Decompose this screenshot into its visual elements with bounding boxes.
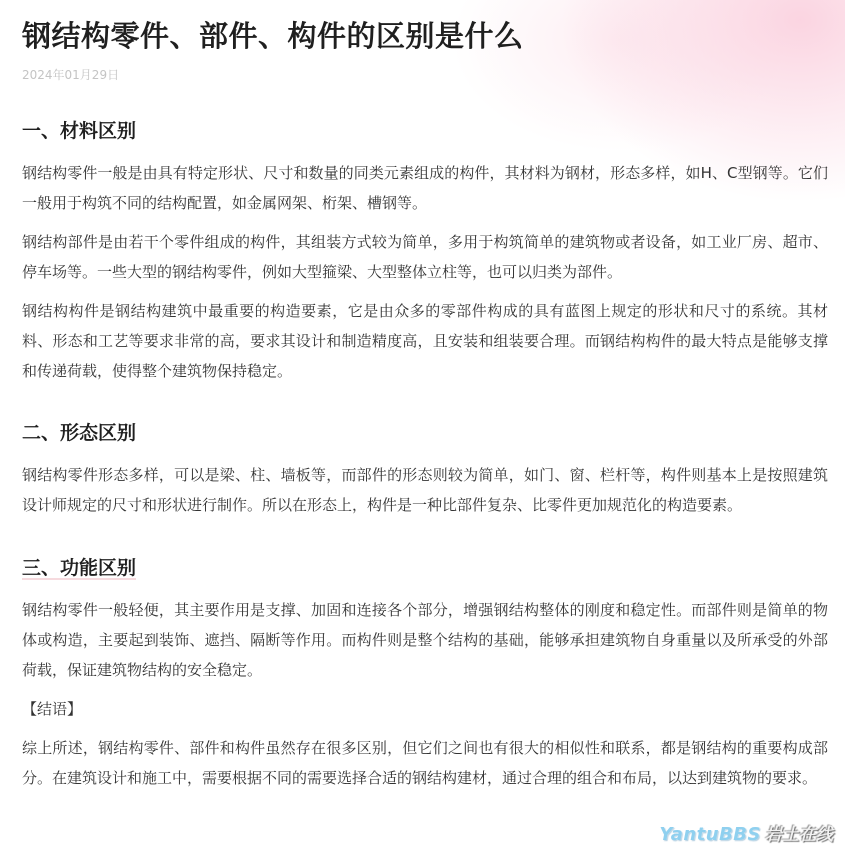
article <box>22 0 828 793</box>
section-heading-materials: 一、材料区别 <box>22 120 137 142</box>
paragraph: 钢结构零件一般轻便，其主要作用是支撑、加固和连接各个部分，增强钢结构整体的刚度和稳定性。而部件则是简单的物体或构造，主要起到装饰、遮挡、隔断等作用。而构件则是整个结构的基础，能够承担建筑物自身重量以及所承受的外部荷载，保证建筑物结构的安全稳定。 <box>22 601 828 679</box>
article-title: 钢结构零件、部件、构件的区别是什么 <box>22 19 524 53</box>
section-heading-function <box>22 554 828 582</box>
paragraph: 钢结构零件形态多样，可以是梁、柱、墙板等，而部件的形态则较为简单，如门、窗、栏杆等，构件则基本上是按照建筑设计师规定的尺寸和形状进行制作。所以在形态上，构件是一种比部件复杂、比零件更加规范化的构造要素。 <box>22 466 828 514</box>
site-watermark <box>659 820 833 845</box>
paragraph: 钢结构零件一般是由具有特定形状、尺寸和数量的同类元素组成的构件，其材料为钢材，形态多样，如H、C型钢等。它们一般用于构筑不同的结构配置，如金属网架、桁架、槽钢等。 <box>22 164 828 212</box>
paragraph: 钢结构构件是钢结构建筑中最重要的构造要素，它是由众多的零部件构成的具有蓝图上规定的形状和尺寸的系统。其材料、形态和工艺等要求非常的高，要求其设计和制造精度高，且安装和组装要合理。而钢结构构件的最大特点是能够支撑和传递荷载，使得整个建筑物保持稳定。 <box>22 302 828 380</box>
section-heading-function-text: 三、功能区别 <box>22 554 136 582</box>
conclusion-label: 【结语】 <box>22 700 83 718</box>
paragraph: 综上所述，钢结构零件、部件和构件虽然存在很多区别，但它们之间也有很大的相似性和联系，都是钢结构的重要构成部分。在建筑设计和施工中，需要根据不同的需要选择合适的钢结构建材，通过合理的组合和布局，以达到建筑物的要求。 <box>22 739 828 787</box>
paragraph: 钢结构部件是由若干个零件组成的构件，其组装方式较为简单，多用于构筑简单的建筑物或者设备，如工业厂房、超市、停车场等。一些大型的钢结构零件，例如大型箍梁、大型整体立柱等，也可以归类为部件。 <box>22 233 828 281</box>
publish-date: 2024年01月29日 <box>22 68 120 82</box>
section-heading-form: 二、形态区别 <box>22 422 137 444</box>
watermark-cn: 岩土在线 <box>765 825 833 845</box>
watermark-brand: YantuBBS <box>659 824 761 845</box>
